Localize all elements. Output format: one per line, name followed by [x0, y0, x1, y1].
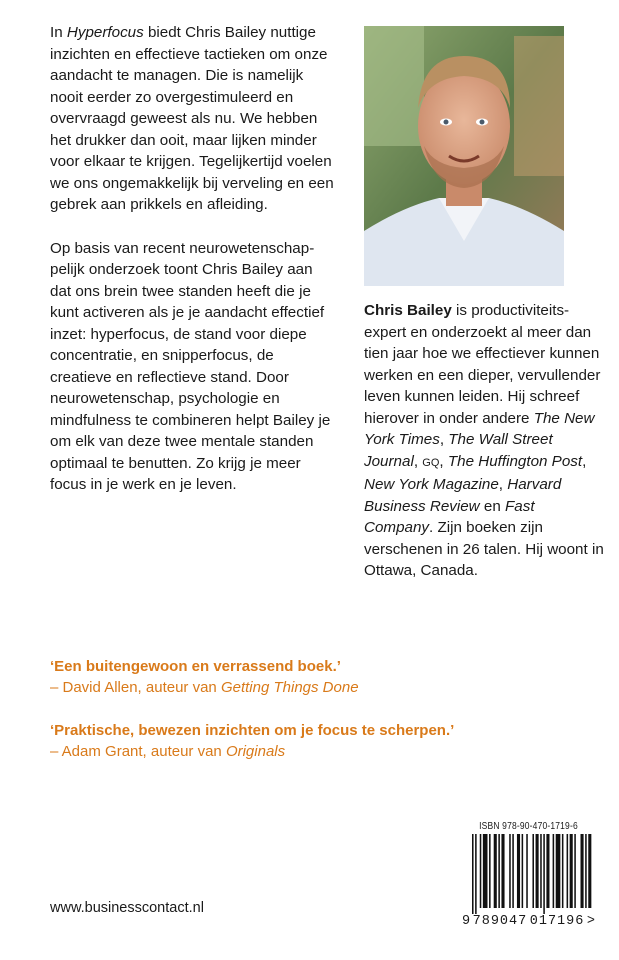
isbn-barcode — [462, 821, 595, 933]
endorsement-source: – David Allen, auteur van Getting Things Done — [50, 679, 359, 696]
endorsement-quote: ‘Praktische, bewezen inzichten om je focus te scherpen.’ — [50, 722, 455, 739]
endorsement-1 — [50, 656, 570, 698]
barcode-bar — [562, 834, 564, 908]
barcode-bar — [543, 834, 545, 914]
barcode-bar — [501, 834, 504, 908]
barcode-bar — [494, 834, 497, 908]
barcode-bar — [574, 834, 576, 908]
book-title: Hyperfocus — [66, 24, 144, 41]
barcode-bar — [480, 834, 482, 908]
publisher-website: www.businesscontact.nl — [50, 900, 204, 916]
barcode-bar — [522, 834, 524, 908]
author-bio-text: Chris Bailey is productiviteits-expert en onderzoekt al meer dan tien jaar hoe we effectiever kunnen werken en een dieper, vervullender leven kunnen leiden. Hij schreef hierover in onder andere The New York Times, The Wall Street Journal, GQ, The Huffington Post, New York Magazine, Harvard Business Review en Fast Company. Zijn boeken zijn verschenen in 26 talen. Hij woont in Ottawa, Canada. — [364, 302, 604, 579]
author-name: Chris Bailey — [364, 302, 452, 319]
barcode-bar — [517, 834, 520, 908]
barcode-bar — [553, 834, 555, 908]
barcode-bar — [475, 834, 477, 914]
endorsement-source: – Adam Grant, auteur van Originals — [50, 743, 286, 760]
barcode-bar — [532, 834, 534, 908]
barcode-bar — [498, 834, 500, 908]
endorsement-quote: ‘Een buitengewoon en verrassend boek.’ — [50, 658, 341, 675]
barcode-bar — [509, 834, 511, 908]
barcode-bar — [489, 834, 491, 908]
endorsements — [50, 656, 570, 784]
barcode-bar — [588, 834, 591, 908]
author-photo — [364, 26, 564, 286]
author-bio — [364, 300, 604, 582]
barcode-bar — [556, 834, 561, 908]
isbn-label: ISBN 978-90-470-1719-6 — [479, 821, 578, 832]
description-paragraph-1: In Hyperfocus biedt Chris Bailey nuttige inzichten en effectieve tactieken om onze aandacht te managen. Die is namelijk nooit eerder zo overgestimuleerd en overvraagd geweest als nu. We hebben het drukker dan ooit, maar lijken minder voor elkaar te krijgen. Tegelijkertijd voelen we ons ongemakkelijk bij verveling en een gebrek aan prikkels en afleiding. — [50, 24, 334, 213]
endorsement-2 — [50, 720, 570, 762]
barcode-digits: 9 789047 017196 > — [462, 914, 595, 929]
barcode-bar — [546, 834, 549, 908]
description-column — [50, 22, 335, 518]
barcode-bar — [540, 834, 542, 908]
barcode-bar — [472, 834, 474, 914]
barcode-bar — [570, 834, 573, 908]
author-photo-image — [364, 26, 564, 286]
barcode-bar — [536, 834, 539, 908]
barcode-bar — [585, 834, 587, 908]
barcode-bar — [581, 834, 584, 908]
barcode-bar — [483, 834, 488, 908]
description-paragraph-2: Op basis van recent neurowetenschap-pelijk onderzoek toont Chris Bailey aan dat ons brein twee standen heeft die je kunt activeren als je je aandacht effectief inzet: hyperfocus, de stand voor diepe concentratie, en snipperfocus, de creatieve en reflectieve stand. Door neurowetenschap, psychologie en mindfulness te combineren helpt Bailey je om elk van deze twee mentale standen optimaal te benutten. Zo krijg je meer focus in je werk en je leven. — [50, 239, 331, 493]
barcode-bar — [512, 834, 514, 908]
barcode-bar — [526, 834, 528, 908]
barcode-bars — [462, 834, 595, 914]
barcode-bar — [567, 834, 569, 908]
